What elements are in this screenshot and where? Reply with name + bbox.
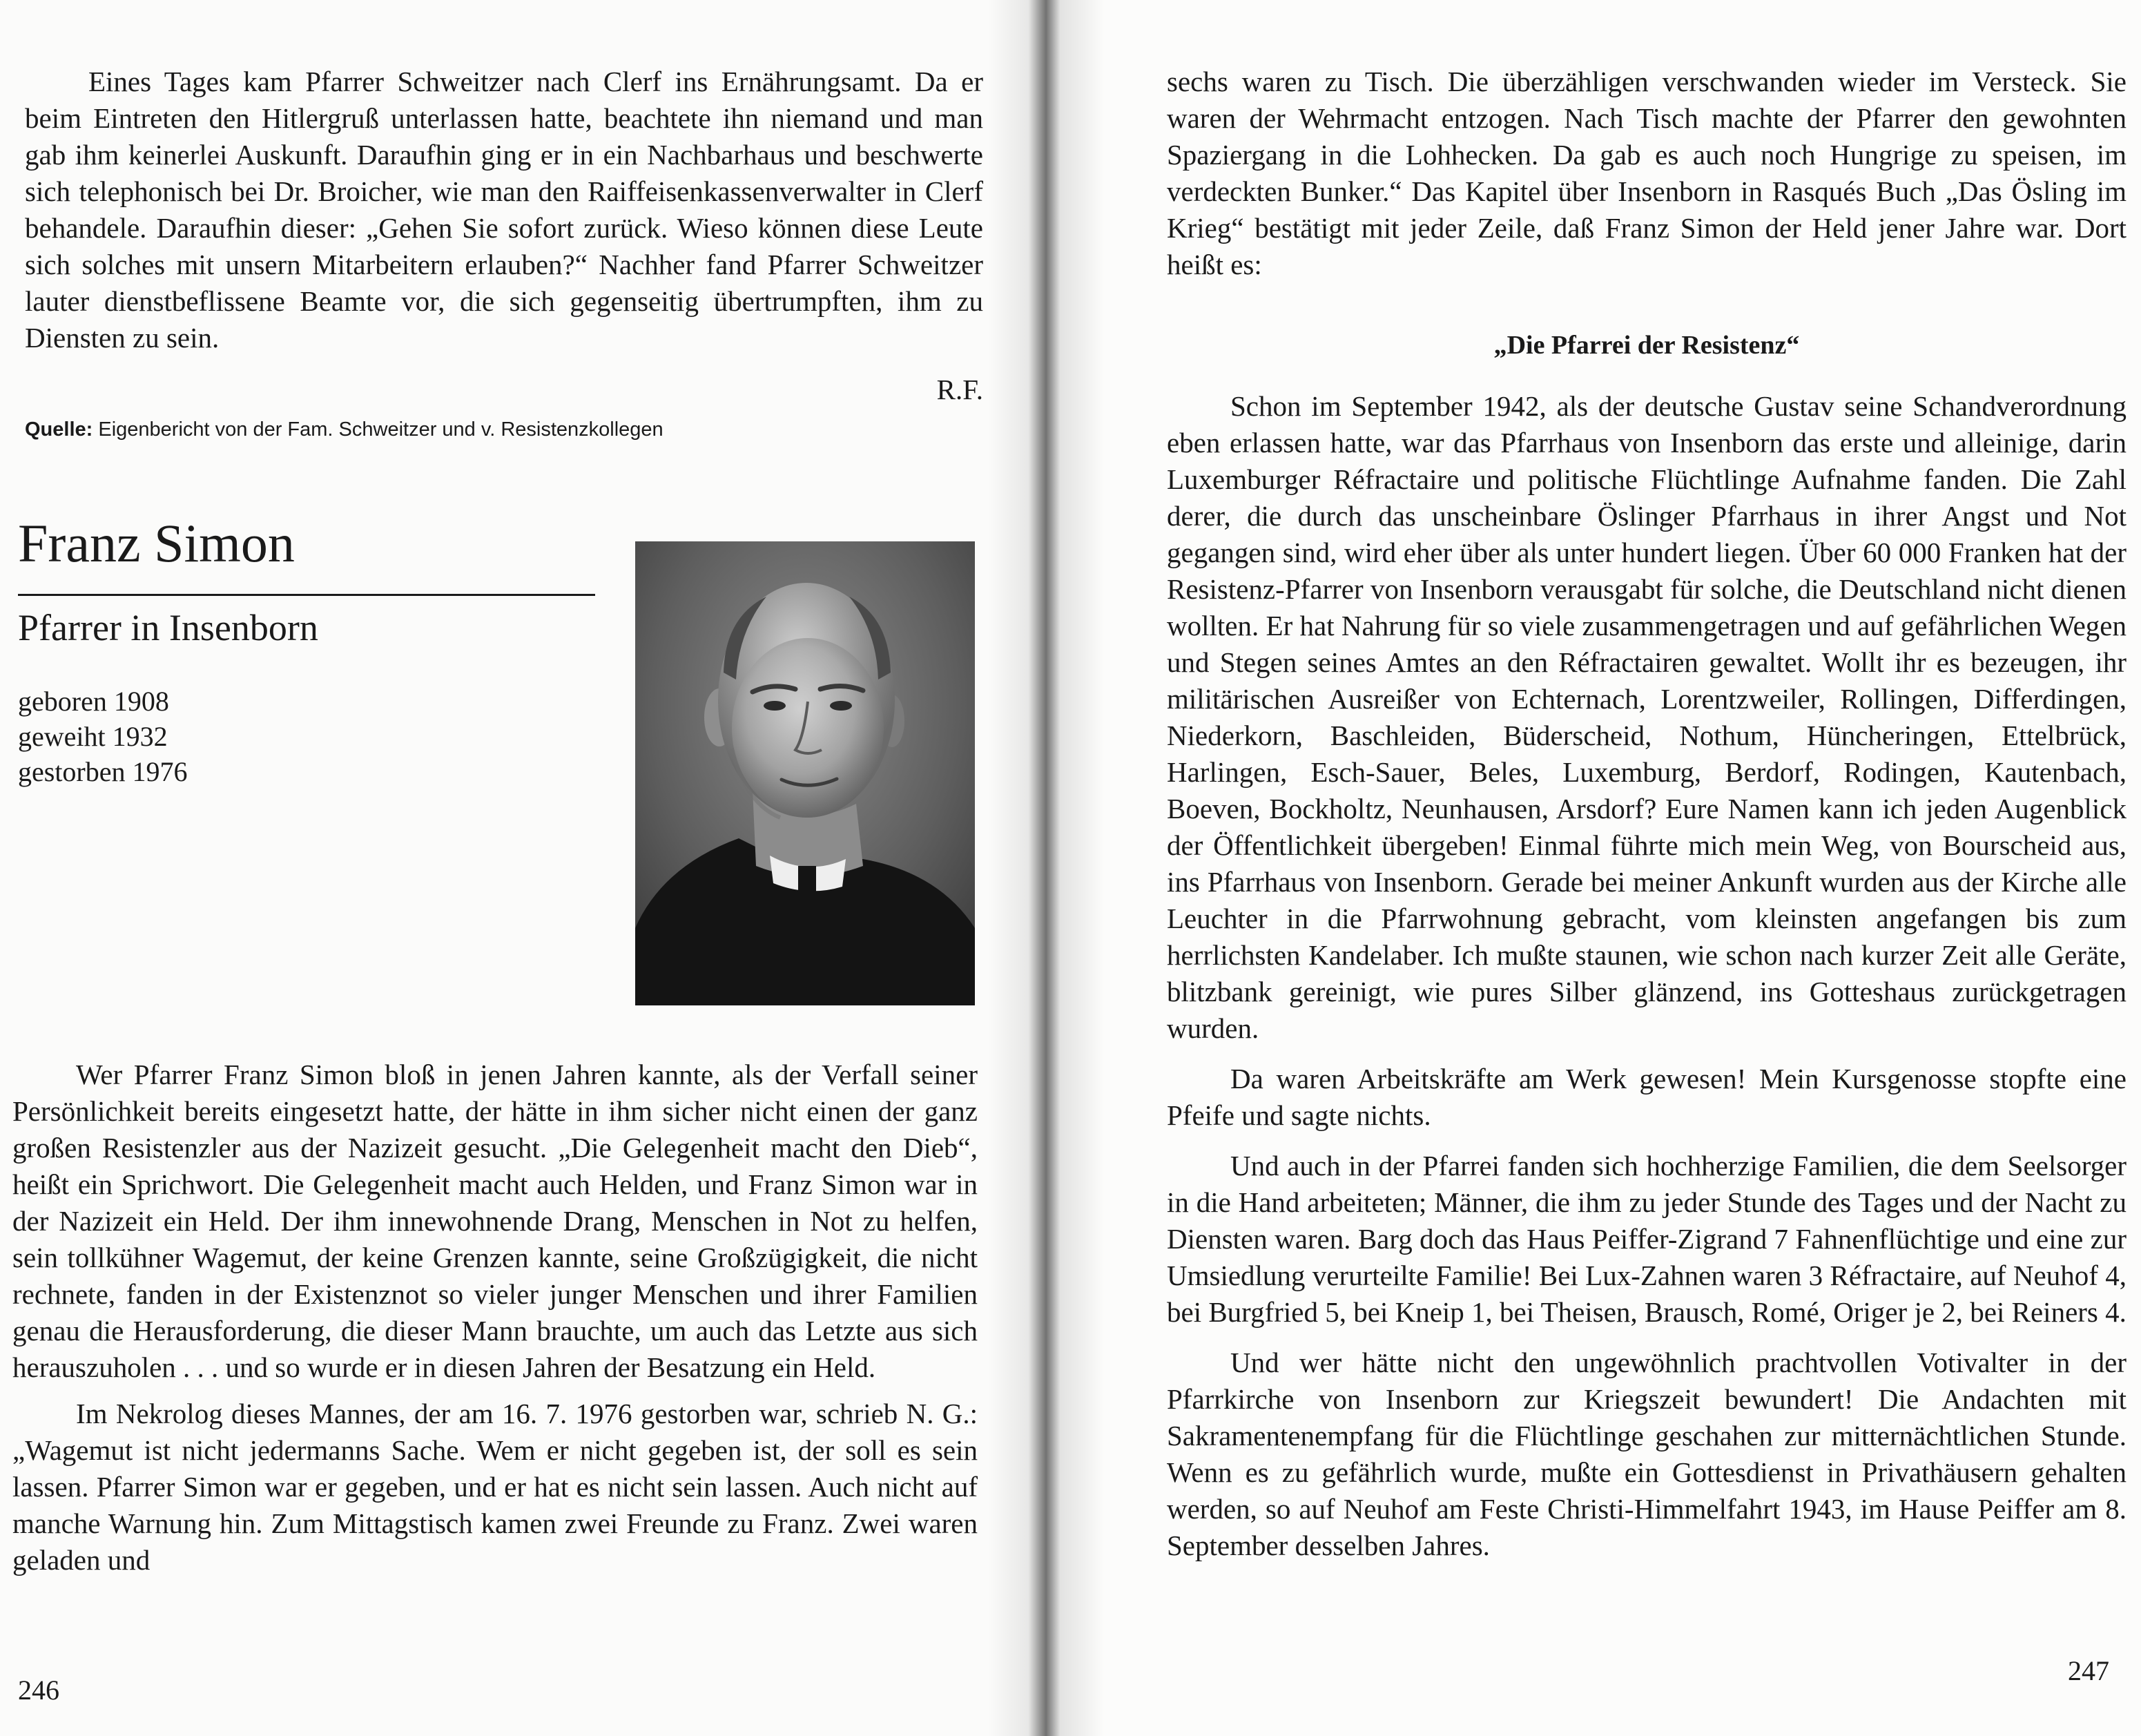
- quote-paragraph: Da waren Arbeitskräfte am Werk gewesen! Mein Kursgenosse stopfte eine Pfeife und sagte nichts.: [1167, 1063, 2127, 1131]
- person-role: Pfarrer in Insenborn: [18, 607, 318, 648]
- page-number-left: 246: [18, 1675, 59, 1706]
- continuation-text: [1167, 64, 2127, 283]
- portrait-photo: [635, 541, 975, 1005]
- quote-text: [1167, 388, 2127, 1578]
- biography-text: [12, 1057, 978, 1588]
- continuation-paragraph: sechs waren zu Tisch. Die überzähligen verschwanden wieder im Versteck. Sie waren der Wehrmacht entzogen. Nach Tisch machte der Pfarrer den gewohnten Spaziergang in die Lohhecken. Da gab es auch noch Hungrige zu speisen, im verdeckten Bunker.“ Das Kapitel über Insenborn in Rasqués Buch „Das Ösling im Krieg“ bestätigt mit jeder Zeile, daß Franz Simon der Held jener Jahre war. Dort heißt es:: [1167, 66, 2127, 280]
- vitals-list: [18, 684, 188, 789]
- source-text: Eigenbericht von der Fam. Schweitzer und v. Resistenzkollegen: [98, 418, 663, 441]
- section-heading: „Die Pfarrei der Resistenz“: [1493, 331, 1800, 360]
- quote-paragraph: Schon im September 1942, als der deutsche Gustav seine Schandverordnung eben erlassen hatte, war das Pfarrhaus von Insenborn das erste und alleinige, darin Luxemburger Réfractaire und politische Flüchtlinge Aufnahme fanden. Die Zahl derer, die durch das unscheinbare Öslinger Pfarrhaus in ihrer Angst und Not gegangen sind, wird eher über als unter hundert liegen. Über 60 000 Franken hat der Resistenz-Pfarrer von Insenborn verausgabt für solche, die Deutschland nicht dienen wollten. Er hat Nahrung für so viele zusammengetragen und auf gefährlichen Wegen und Stegen seines Amtes an den Réfractairen gewaltet. Wollt ihr es bezeugen, ihr militärischen Ausreißer von Echternach, Lorentzweiler, Rollingen, Differdingen, Niederkorn, Baschleiden, Büderscheid, Nothum, Hüncheringen, Ettelbrück, Harlingen, Esch-Sauer, Beles, Luxemburg, Berdorf, Rodingen, Kautenbach, Boeven, Bockholtz, Neunhausen, Arsdorf? Eure Namen kann ich jeden Augenblick der Öffentlichkeit übergeben! Einmal führte mich mein Weg, von Bourscheid aus, ins Pfarrhaus von Insenborn. Gerade bei meiner Ankunft wurden aus der Kirche alle Leuchter in die Pfarrwohnung gebracht, vom kleinsten angefangen bis zum herrlichsten Kandelaber. Ich mußte staunen, wie schon nach kurzer Zeit alle Geräte, blitzbank gereinigt, wie pures Silber glänzend, ins Gotteshaus zurückgetragen wurden.: [1167, 390, 2127, 1044]
- vital-died: gestorben 1976: [18, 756, 188, 787]
- source-note: [25, 418, 663, 441]
- bio-paragraph: Im Nekrolog dieses Mannes, der am 16. 7. 1976 gestorben war, schrieb N. G.: „Wagemut ist nicht jedermanns Sache. Wem er nicht gegeben ist, der soll es sein lassen. Pfarrer Simon war er gegeben, und er hat es nicht sein lassen. Auch nicht auf manche Warnung hin. Zum Mittagstisch kamen zwei Freunde zu Franz. Zwei waren geladen und: [12, 1398, 978, 1576]
- vital-ordained: geweiht 1932: [18, 721, 168, 752]
- left-page: [0, 0, 1043, 1736]
- source-label: Quelle:: [25, 418, 93, 441]
- signature: R.F.: [936, 374, 983, 405]
- intro-text-block: [25, 64, 983, 356]
- quote-paragraph: Und auch in der Pfarrei fanden sich hochherzige Familien, die dem Seelsorger in die Hand arbeiteten; Männer, die ihm zu jeder Stunde des Tages und der Nacht zu Diensten waren. Barg doch das Haus Peiffer-Zigrand 7 Fahnenflüchtige und eine zur Umsiedlung verurteilte Familie! Bei Lux-Zahnen waren 3 Réfractaire, auf Neuhof 4, bei Burgfried 5, bei Kneip 1, bei Theisen, Brausch, Romé, Origer je 2, bei Reiners 4.: [1167, 1150, 2127, 1328]
- vital-born: geboren 1908: [18, 686, 169, 717]
- title-rule: [18, 594, 595, 596]
- intro-paragraph: Eines Tages kam Pfarrer Schweitzer nach Clerf ins Ernährungsamt. Da er beim Eintreten den Hitlergruß unterlassen hatte, beachtete ihn niemand und man gab ihm keinerlei Auskunft. Daraufhin ging er in ein Nachbarhaus und beschwerte sich telephonisch bei Dr. Broicher, wie man den Raiffeisenkassenverwalter in Clerf behandele. Daraufhin dieser: „Gehen Sie sofort zurück. Wieso können diese Leute sich solches mit unsern Mitarbeitern erlauben?“ Nachher fand Pfarrer Schweitzer lauter dienstbeflissene Beamte vor, die sich gegenseitig übertrumpften, ihm zu Diensten zu sein.: [25, 66, 983, 354]
- person-name: Franz Simon: [18, 513, 295, 573]
- page-number-right: 247: [2068, 1655, 2109, 1686]
- bio-paragraph: Wer Pfarrer Franz Simon bloß in jenen Jahren kannte, als der Verfall seiner Persönlichkeit bereits eingesetzt hatte, der hätte in ihm sicher nicht einen der ganz großen Resistenzler aus der Nazizeit gesucht. „Die Gelegenheit macht den Dieb“, heißt ein Sprichwort. Die Gelegenheit macht auch Helden, und Franz Simon war in der Nazizeit ein Held. Der ihm innewohnende Drang, Menschen in Not zu helfen, sein tollkühner Wagemut, der keine Grenzen kannte, seine Großzügigkeit, die nicht rechnete, fanden in der Existenznot so vieler junger Menschen und ihrer Familien genau die Herausforderung, die dieser Mann brauchte, um auch das Letzte aus sich herauszuholen . . . und so wurde er in diesen Jahren der Besatzung ein Held.: [12, 1059, 978, 1383]
- quote-paragraph: Und wer hätte nicht den ungewöhnlich prachtvollen Votivalter in der Pfarrkirche von Insenborn zur Kriegszeit bewundert! Die Andachten mit Sakramentenempfang für die Flüchtlinge geschahen zur mitternächtlichen Stunde. Wenn es zu gefährlich wurde, mußte ein Gottesdienst in Privathäusern gehalten werden, so auf Neuhof am Feste Christi-Himmelfahrt 1943, im Hause Peiffer am 8. September desselben Jahres.: [1167, 1347, 2127, 1561]
